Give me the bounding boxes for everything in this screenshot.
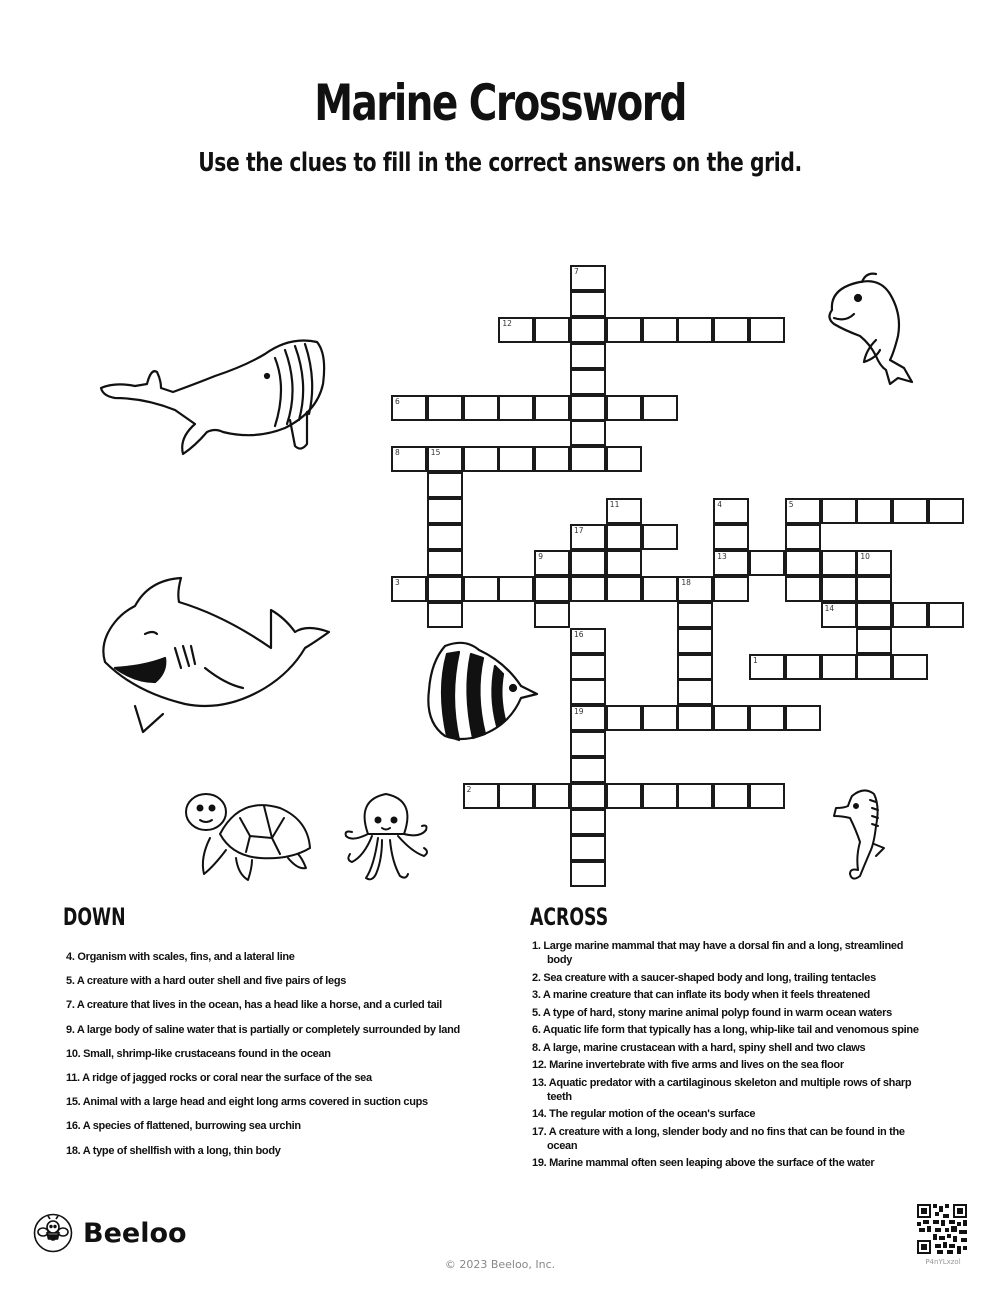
across-clue: 1. Large marine mammal that may have a dorsal fin and a long, streamlined body [532,940,904,966]
grid-cell[interactable] [570,861,606,887]
grid-cell[interactable] [749,654,785,680]
grid-cell[interactable] [856,576,892,602]
grid-cell[interactable] [892,654,928,680]
grid-cell[interactable] [570,291,606,317]
grid-cell[interactable] [677,783,713,809]
grid-cell[interactable] [677,654,713,680]
grid-cell[interactable] [570,395,606,421]
grid-cell[interactable] [749,705,785,731]
grid-cell[interactable] [642,576,678,602]
grid-cell[interactable] [713,498,749,524]
clue-number: 1 [753,655,758,665]
grid-cell[interactable] [713,317,749,343]
grid-cell[interactable] [498,395,534,421]
grid-cell[interactable] [821,602,857,628]
grid-cell[interactable] [785,654,821,680]
grid-cell[interactable] [606,783,642,809]
grid-cell[interactable] [570,550,606,576]
clue-number: 7 [574,267,579,276]
clue-number: 14 [824,603,835,613]
down-clue: 15. Animal with a large head and eight long arms covered in suction cups [66,1096,428,1109]
clue-number: 6 [395,396,400,406]
grid-cell[interactable] [606,317,642,343]
across-clue: 2. Sea creature with a saucer-shaped body and long, trailing tentacles [532,971,876,984]
grid-cell[interactable] [427,550,463,576]
grid-cell[interactable] [534,550,570,576]
grid-cell[interactable] [570,654,606,680]
grid-cell[interactable] [677,576,713,602]
grid-cell[interactable] [606,395,642,421]
grid-cell[interactable] [785,576,821,602]
grid-cell[interactable] [606,576,642,602]
clue-number: 9 [538,551,543,561]
down-clue: 5. A creature with a hard outer shell and five pairs of legs [66,975,347,988]
clue-number: 18 [681,577,691,587]
across-clue: 5. A type of hard, stony marine animal polyp found in warm ocean waters [532,1006,892,1019]
grid-cell[interactable] [677,628,713,654]
grid-cell[interactable] [642,317,678,343]
clue-number: 17 [574,526,584,535]
grid-cell[interactable] [570,524,606,550]
grid-cell[interactable] [570,317,606,343]
grid-cell[interactable] [856,602,892,628]
grid-cell[interactable] [642,783,678,809]
grid-cell[interactable] [570,420,606,446]
down-clue-list [66,950,486,1168]
grid-cell[interactable] [570,576,606,602]
grid-cell[interactable] [427,524,463,550]
grid-cell[interactable] [677,317,713,343]
grid-cell[interactable] [534,576,570,602]
grid-cell[interactable] [570,809,606,835]
whale-icon [95,328,335,458]
grid-cell[interactable] [642,395,678,421]
grid-cell[interactable] [534,395,570,421]
grid-cell[interactable] [856,628,892,654]
across-clue: 13. Aquatic predator with a cartilaginous skeleton and multiple rows of sharp teeth [532,1076,912,1103]
grid-cell[interactable] [427,498,463,524]
clue-number: 15 [430,448,441,458]
grid-cell[interactable] [498,317,534,343]
clue-number: 11 [609,500,620,510]
grid-cell[interactable] [785,705,821,731]
octopus-icon [342,790,432,885]
grid-cell[interactable] [570,705,606,731]
grid-cell[interactable] [606,705,642,731]
across-clue: 12. Marine invertebrate with five arms and lives on the sea floor [532,1059,844,1071]
grid-cell[interactable] [570,343,606,369]
grid-cell[interactable] [749,550,785,576]
fish-icon [425,636,540,746]
grid-cell[interactable] [713,576,749,602]
grid-cell[interactable] [498,576,534,602]
grid-cell[interactable] [821,550,857,576]
grid-cell[interactable] [606,550,642,576]
grid-cell[interactable] [928,602,964,628]
grid-cell[interactable] [427,576,463,602]
grid-cell[interactable] [570,783,606,809]
grid-cell[interactable] [892,498,928,524]
grid-cell[interactable] [427,395,463,421]
grid-cell[interactable] [570,446,606,472]
clue-number: 19 [574,707,584,717]
copyright-text: © 2023 Beeloo, Inc. [444,1258,556,1271]
grid-cell[interactable] [642,705,678,731]
clue-number: 13 [717,551,727,561]
shark-icon [95,572,335,737]
across-clue: 19. Marine mammal often seen leaping above the surface of the water [532,1157,875,1169]
grid-cell[interactable] [570,731,606,757]
grid-cell[interactable] [785,498,821,524]
grid-cell[interactable] [677,705,713,731]
grid-cell[interactable] [749,783,785,809]
grid-cell[interactable] [785,550,821,576]
clue-number: 16 [574,629,584,639]
clue-number: 12 [502,318,512,328]
clue-number: 2 [466,785,472,794]
grid-cell[interactable] [391,446,427,472]
grid-cell[interactable] [677,602,713,628]
across-clue: 3. A marine creature that can inflate its body when it feels threatened [532,989,870,1001]
grid-cell[interactable] [606,446,642,472]
clue-number: 10 [860,551,870,561]
qr-code-icon [917,1204,967,1254]
grid-cell[interactable] [463,395,499,421]
clue-number: 3 [395,577,400,587]
across-heading: ACROSS [530,903,609,931]
grid-cell[interactable] [391,395,427,421]
down-clue: 18. A type of shellfish with a long, thin body [66,1144,281,1157]
grid-cell[interactable] [606,498,642,524]
page-title: Marine Crossword [314,74,686,132]
grid-cell[interactable] [498,446,534,472]
grid-cell[interactable] [856,498,892,524]
grid-cell[interactable] [534,446,570,472]
grid-cell[interactable] [463,783,499,809]
grid-cell[interactable] [821,654,857,680]
grid-cell[interactable] [570,369,606,395]
across-clue: 14. The regular motion of the ocean's surface [532,1108,756,1120]
down-clue: 10. Small, shrimp-like crustaceans found in the ocean [66,1047,331,1060]
grid-cell[interactable] [713,524,749,550]
grid-cell[interactable] [534,602,570,628]
grid-cell[interactable] [534,783,570,809]
grid-cell[interactable] [391,576,427,602]
down-clue: 9. A large body of saline water that is partially or completely surrounded by land [66,1023,460,1036]
grid-cell[interactable] [427,602,463,628]
grid-cell[interactable] [534,317,570,343]
grid-cell[interactable] [821,498,857,524]
across-clue: 8. A large, marine crustacean with a hard, spiny shell and two claws [532,1041,866,1054]
dolphin-icon [820,270,920,390]
grid-cell[interactable] [642,524,678,550]
grid-cell[interactable] [713,783,749,809]
down-clue: 16. A species of flattened, burrowing sea urchin [66,1120,301,1133]
down-heading: DOWN [63,903,126,931]
grid-cell[interactable] [677,679,713,705]
clue-number: 5 [788,500,794,510]
grid-cell[interactable] [570,265,606,291]
grid-cell[interactable] [606,524,642,550]
grid-cell[interactable] [427,446,463,472]
grid-cell[interactable] [570,835,606,861]
down-clue: 11. A ridge of jagged rocks or coral near the surface of the sea [66,1071,372,1084]
grid-cell[interactable] [498,783,534,809]
grid-cell[interactable] [749,317,785,343]
grid-cell[interactable] [785,524,821,550]
qr-code-label: P4nYLxzol [925,1258,961,1266]
grid-cell[interactable] [821,576,857,602]
grid-cell[interactable] [463,446,499,472]
across-clue: 6. Aquatic life form that typically has a long, whip-like tail and venomous spine [532,1024,919,1036]
down-clue: 4. Organism with scales, fins, and a lateral line [66,951,295,963]
clue-number: 8 [395,448,400,458]
across-clue: 17. A creature with a long, slender body and no fins that can be found in the ocean [532,1125,905,1152]
grid-cell[interactable] [713,705,749,731]
across-clue-list [532,939,922,1174]
grid-cell[interactable] [856,654,892,680]
clue-number: 4 [717,500,722,510]
seahorse-icon [830,786,890,886]
grid-cell[interactable] [928,498,964,524]
grid-cell[interactable] [570,628,606,654]
brand-name: Beeloo [83,1217,187,1249]
grid-cell[interactable] [427,472,463,498]
beeloo-logo [33,1213,187,1253]
grid-cell[interactable] [856,550,892,576]
bee-icon [33,1213,73,1253]
grid-cell[interactable] [713,550,749,576]
down-clue: 7. A creature that lives in the ocean, has a head like a horse, and a curled tail [66,999,442,1012]
grid-cell[interactable] [463,576,499,602]
page-subtitle: Use the clues to fill in the correct answers on the grid. [198,148,802,178]
turtle-icon [180,788,320,883]
grid-cell[interactable] [570,679,606,705]
grid-cell[interactable] [570,757,606,783]
grid-cell[interactable] [892,602,928,628]
